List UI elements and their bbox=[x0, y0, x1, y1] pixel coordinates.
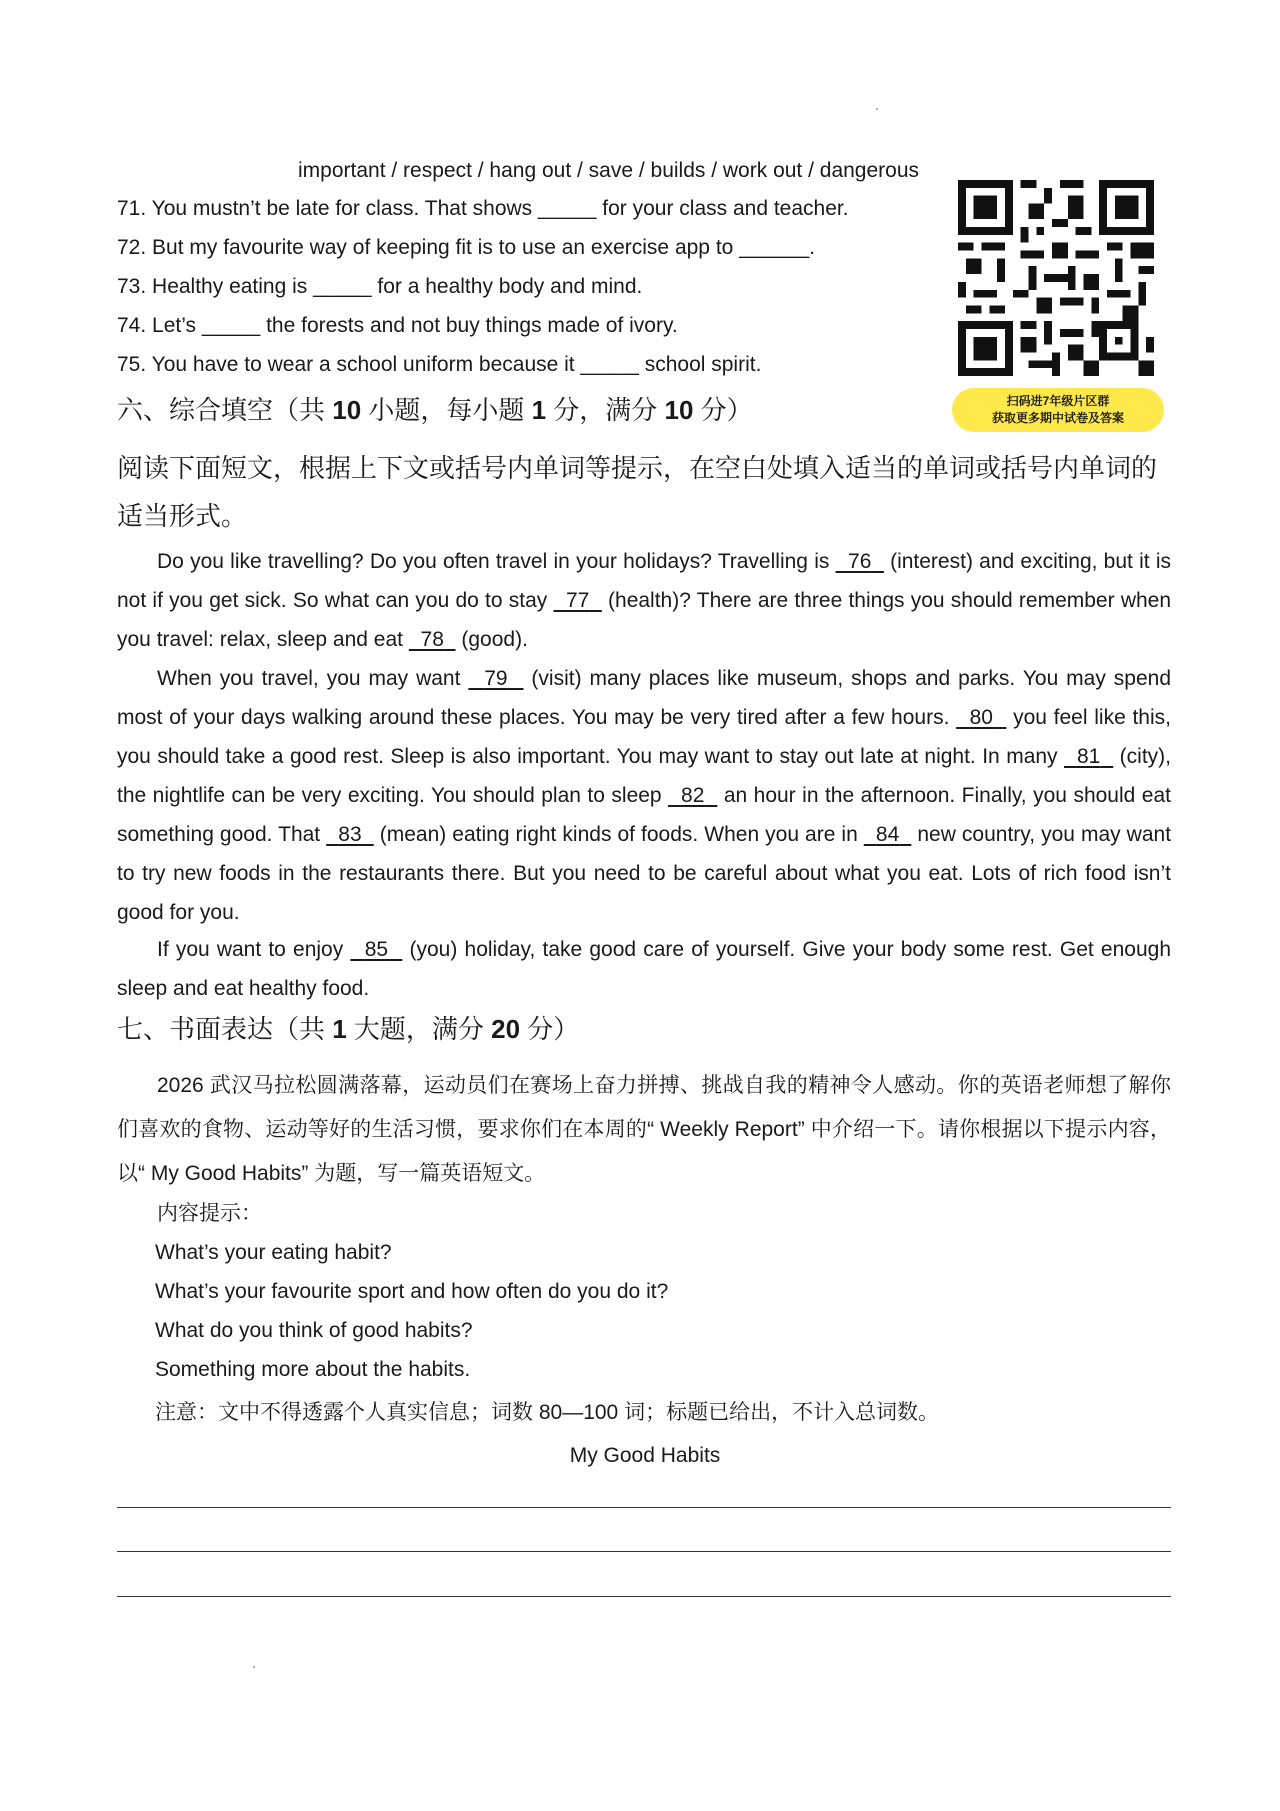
passage-text: (mean) eating right kinds of foods. When you are in bbox=[373, 823, 864, 846]
question-72 bbox=[117, 234, 815, 262]
question-text: 75. You have to wear a school uniform because it bbox=[117, 353, 581, 376]
title-number: 10 bbox=[332, 395, 362, 425]
blank-84: 84 bbox=[875, 823, 900, 846]
blank-83: 83 bbox=[338, 823, 362, 846]
answer-blank: _____ bbox=[580, 353, 639, 376]
qr-badge-line: 扫码进7年级片区群 bbox=[1006, 394, 1110, 408]
scan-dot bbox=[876, 108, 878, 110]
writing-task-intro: 2026 武汉马拉松圆满落幕，运动员们在赛场上奋力拼搏、挑战自我的精神令人感动。你的英语老师想了解你们喜欢的食物、运动等好的生活习惯，要求你们在本周的“ Weekly Report” 中介绍一下。请你根据以下提示内容，以“ My Good Habits” 为题，写一篇英语短文。 bbox=[117, 1074, 1171, 1185]
answer-blank: _____ bbox=[201, 314, 261, 337]
passage-text: Do you like travelling? Do you often travel in your holidays? Travelling is bbox=[157, 550, 836, 573]
question-text: 71. You mustn’t be late for class. That shows bbox=[117, 197, 539, 220]
passage-text: (you) holiday, take good care of yourself. Give your body some rest. Get enough sleep and eat healthy food. bbox=[117, 938, 1171, 1000]
question-text: 74. Let’s bbox=[117, 314, 202, 337]
hints-label: 内容提示： bbox=[157, 1202, 262, 1225]
passage-paragraph-1 bbox=[117, 542, 1171, 659]
hint-1: What’s your eating habit? bbox=[155, 1241, 392, 1264]
title-number: 10 bbox=[664, 395, 694, 425]
question-text: 73. Healthy eating is bbox=[117, 275, 314, 298]
title-part: 六、综合填空（共 bbox=[117, 395, 333, 425]
qr-badge bbox=[952, 388, 1164, 432]
title-number: 1 bbox=[332, 1014, 347, 1044]
hint-3: What do you think of good habits? bbox=[155, 1319, 473, 1342]
passage-text: (city), the nightlife can be very exciting. You should plan to sleep bbox=[117, 745, 1171, 807]
answer-blank: _____ bbox=[313, 275, 372, 298]
passage-text: an hour in the afternoon. Finally, you should eat something good. That bbox=[117, 784, 1171, 846]
section-6-title bbox=[117, 394, 753, 426]
question-text: 72. But my favourite way of keeping fit is to use an exercise app to bbox=[117, 236, 740, 259]
question-71 bbox=[117, 195, 849, 223]
question-text: for your class and teacher. bbox=[596, 197, 849, 220]
question-text: the forests and not buy things made of ivory. bbox=[260, 314, 678, 337]
passage-text: (good). bbox=[455, 628, 528, 651]
passage-text: new country, you may want to try new foods in the restaurants there. But you need to be careful about what you eat. Lots of rich food isn’t good for you. bbox=[117, 823, 1172, 924]
word-count-note: 注意：文中不得透露个人真实信息；词数 80—100 词；标题已给出，不计入总词数。 bbox=[155, 1401, 940, 1424]
passage-paragraph-3 bbox=[117, 930, 1171, 1008]
qr-code-icon[interactable] bbox=[958, 180, 1154, 376]
blank-80: 80 bbox=[969, 706, 993, 729]
question-73 bbox=[117, 273, 642, 301]
title-part: 大题，满分 bbox=[346, 1014, 492, 1044]
title-number: 1 bbox=[531, 395, 547, 425]
section-7-title bbox=[117, 1013, 579, 1045]
answer-blank: ______ bbox=[739, 236, 810, 259]
blank-77: 77 bbox=[565, 589, 590, 612]
passage-text: (health)? There are three things you should remember when you travel: relax, sleep and eat bbox=[117, 589, 1172, 651]
question-75 bbox=[117, 351, 761, 379]
passage-text: If you want to enjoy bbox=[157, 938, 351, 961]
blank-82: 82 bbox=[681, 784, 705, 807]
title-part: 分） bbox=[520, 1014, 580, 1044]
question-74 bbox=[117, 312, 678, 340]
writing-line[interactable] bbox=[117, 1596, 1171, 1597]
question-text: for a healthy body and mind. bbox=[371, 275, 643, 298]
word-bank: important / respect / hang out / save / builds / work out / dangerous bbox=[298, 159, 920, 182]
writing-line[interactable] bbox=[117, 1551, 1171, 1552]
blank-81: 81 bbox=[1076, 745, 1101, 768]
qr-badge-line: 获取更多期中试卷及答案 bbox=[991, 411, 1124, 425]
question-text: school spirit. bbox=[638, 353, 762, 376]
blank-85: 85 bbox=[364, 938, 389, 961]
scan-dot bbox=[253, 1666, 255, 1668]
passage-text: (interest) and exciting, but it is not if you get sick. So what can you do to stay bbox=[117, 550, 1171, 612]
hint-4: Something more about the habits. bbox=[155, 1358, 471, 1381]
title-number: 20 bbox=[491, 1014, 521, 1044]
blank-78: 78 bbox=[420, 628, 444, 651]
blank-79: 79 bbox=[484, 667, 508, 690]
title-part: 小题，每小题 bbox=[361, 395, 532, 425]
hint-2: What’s your favourite sport and how often do you do it? bbox=[155, 1280, 669, 1303]
section-6-instruction: 阅读下面短文，根据上下文或括号内单词等提示，在空白处填入适当的单词或括号内单词的适当形式。 bbox=[117, 453, 1158, 531]
passage-paragraph-2 bbox=[117, 659, 1171, 932]
blank-76: 76 bbox=[848, 550, 872, 573]
passage-text: you feel like this, you should take a good rest. Sleep is also important. You may want to stay out late at night. In many bbox=[117, 706, 1171, 768]
passage-text: (visit) many places like museum, shops and parks. You may spend most of your days walking around these places. You may be very tired after a few hours. bbox=[117, 667, 1172, 729]
essay-title: My Good Habits bbox=[569, 1444, 721, 1467]
question-text: . bbox=[809, 236, 816, 259]
answer-blank: _____ bbox=[538, 197, 597, 220]
title-part: 七、书面表达（共 bbox=[117, 1014, 333, 1044]
title-part: 分，满分 bbox=[546, 395, 665, 425]
writing-line[interactable] bbox=[117, 1507, 1171, 1508]
title-part: 分） bbox=[693, 395, 753, 425]
passage-text: When you travel, you may want bbox=[157, 667, 469, 690]
